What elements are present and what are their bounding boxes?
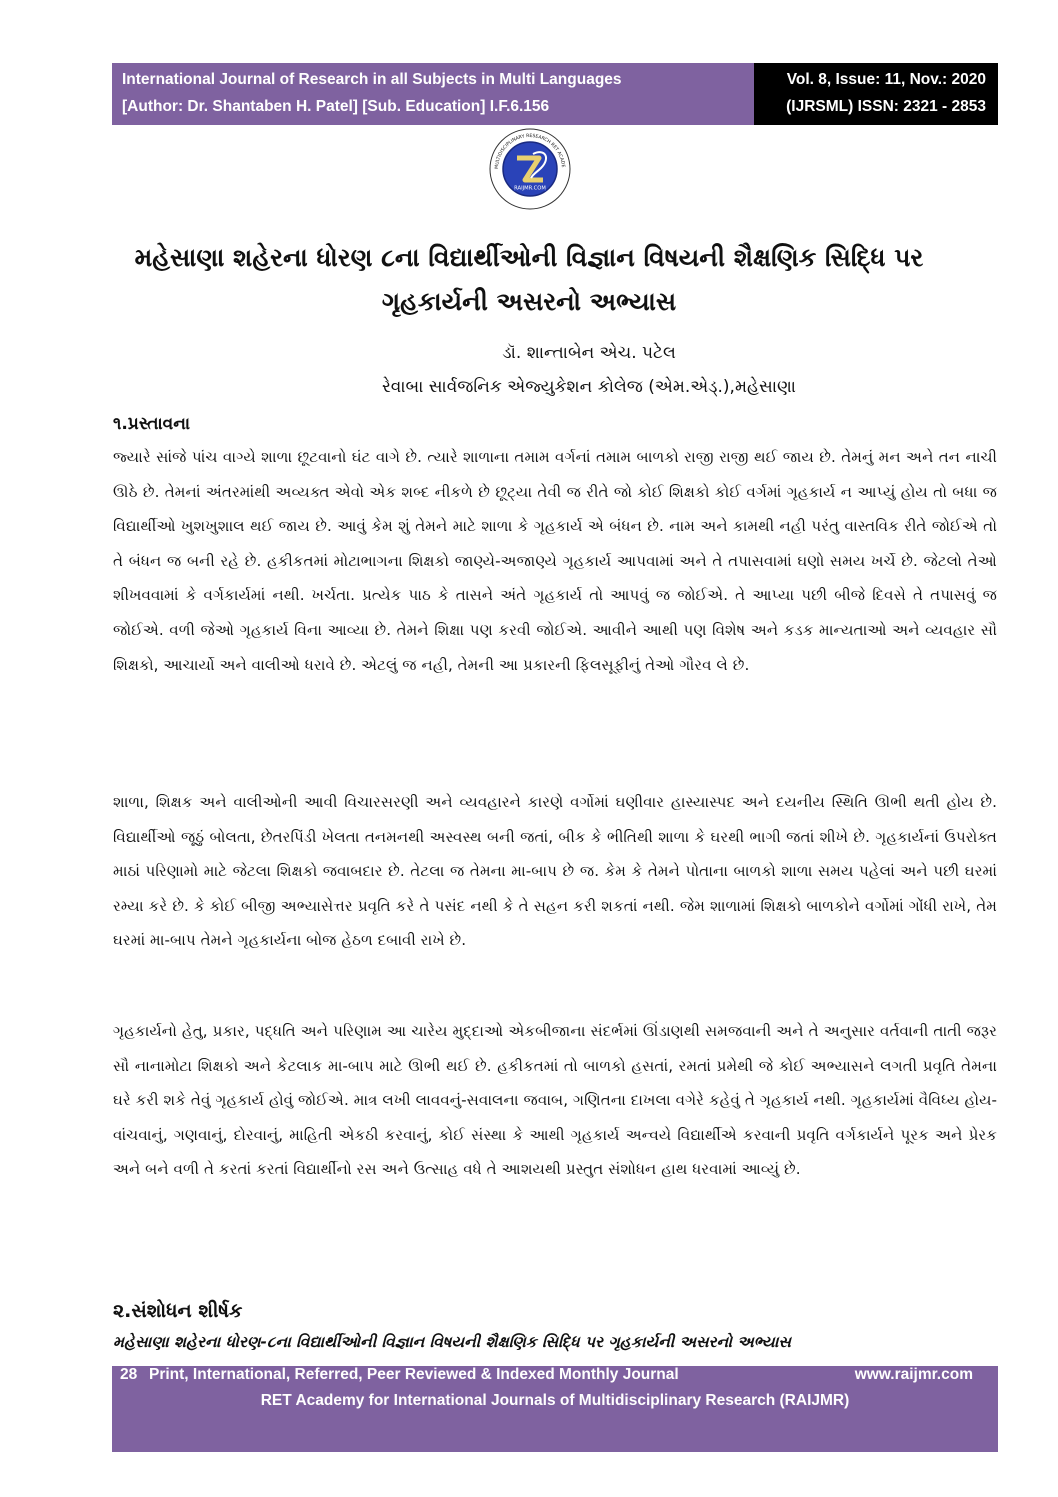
footer-publisher: RET Academy for International Journals of Multidisciplinary Research (RAIJMR) bbox=[260, 1392, 850, 1409]
paragraph-3: ગૃહકાર્યનો હેતુ, પ્રકાર, પદ્ધતિ અને પરિણામ આ ચારેય મુદ્દાઓ એકબીજાના સંદર્ભમાં ઊંડાણથી સમજવાની અને તે અનુસાર વર્તવાની તાતી જરૂર સૌ નાનામોટા શિક્ષકો અને કેટલાક મા-બાપ માટે ઊભી થઈ છે. હકીકતમાં તો બાળકો હસતાં, રમતાં પ્રમેથી જે કોઈ અભ્યાસને લગતી પ્રવૃતિ તેમના ઘરે કરી શકે તેવું ગૃહકાર્ય હોવું જોઈએ. માત્ર લખી લાવવનું-સવાલના જવાબ, ગણિતના દાખલા વગેરે કહેવું તે ગૃહકાર્ય નથી. ગૃહકાર્યમાં વૈવિધ્ય હોય-વાંચવાનું, ગણવાનું, દોરવાનું, માહિતી એકઠી કરવાનું, કોઈ સંસ્થા કે આથી ગૃહકાર્ય અન્વયે વિદ્યાર્થીએ કરવાની પ્રવૃતિ વર્ગકાર્યને પૂરક અને પ્રેરક અને બને વળી તે કરતાં કરતાં વિદ્યાર્થીનો રસ અને ઉત્સાહ વધે તે આશયથી પ્રસ્તુત સંશોધન હાથ ધરવામાં આવ્યું છે. bbox=[113, 1022, 997, 1179]
logo-ring-text: MULTIDISCIPLINARY RESEARCH RET ACADE bbox=[494, 133, 565, 170]
logo-center-text: RAIJMR.COM bbox=[514, 185, 546, 192]
issn-info: (IJRSML) ISSN: 2321 - 2853 bbox=[786, 98, 986, 115]
research-title-text: મહેસાણા શહેરના ધોરણ-૮ના વિદ્યાર્થીઓની વિજ્ઞાન વિષયની શૈક્ષણિક સિદ્ધિ પર ગૃહકાર્યની અસરનો અભ્યાસ bbox=[113, 1333, 791, 1351]
intro-heading: ૧.પ્રસ્તાવના bbox=[113, 414, 191, 434]
journal-footer bbox=[112, 1366, 998, 1452]
author-affiliation: રેવાબા સાર્વજનિક એજ્યુકેશન કોલેજ (એમ.એડ્.),મહેસાણા bbox=[382, 377, 796, 397]
footer-journal-desc: Print, International, Referred, Peer Reviewed & Indexed Monthly Journal bbox=[149, 1366, 679, 1383]
raijmr-logo-icon bbox=[489, 128, 571, 210]
article-title-line-1: મહેસાણા શહેરના ધોરણ ૮ના વિદ્યાર્થીઓની વિજ્ઞાન વિષયની શૈક્ષણિક સિદ્ધિ પર bbox=[134, 243, 924, 272]
header-left-band bbox=[112, 63, 754, 125]
paragraph-2: શાળા, શિક્ષક અને વાલીઓની આવી વિચારસરણી અને વ્યવહારને કારણે વર્ગોમાં ઘણીવાર હાસ્યાસ્પદ અને દયનીય સ્થિતિ ઊભી થતી હોય છે. વિદ્યાર્થીઓ જૂઠું બોલતા, છેતરપિંડી ખેલતા તનમનથી અસ્વસ્થ બની જતાં, બીક કે ભીતિથી શાળા કે ઘરથી ભાગી જતાં શીખે છે. ગૃહકાર્યનાં ઉપરોક્ત માઠાં પરિણામો માટે જેટલા શિક્ષકો જવાબદાર છે. તેટલા જ તેમના મા-બાપ છે જ. કેમ કે તેમને પોતાના બાળકો શાળા સમય પહેલાં અને પછી ઘરમાં રમ્યા કરે છે. કે કોઈ બીજી અભ્યાસેત્તર પ્રવૃતિ કરે તે પસંદ નથી કે તે સહન કરી શકતાં નથી. જેમ શાળામાં શિક્ષકો બાળકોને વર્ગોમાં ગોંધી રાખે, તેમ ઘરમાં મા-બાપ તેમને ગૃહકાર્યના બોજ હેઠળ દબાવી રાખે છે. bbox=[113, 793, 997, 950]
footer-url[interactable]: www.raijmr.com bbox=[854, 1366, 973, 1383]
journal-name: International Journal of Research in all Subjects in Multi Languages bbox=[122, 71, 622, 88]
author-name: ડૉ. શાન્તાબેન એચ. પટેલ bbox=[502, 343, 676, 363]
research-title-heading: ૨.સંશોધન શીર્ષક bbox=[113, 1300, 243, 1322]
article-title-line-2: ગૃહકાર્યની અસરનો અભ્યાસ bbox=[381, 287, 677, 316]
page-number: 28 bbox=[120, 1366, 138, 1383]
volume-info: Vol. 8, Issue: 11, Nov.: 2020 bbox=[786, 71, 986, 88]
header-author-line: [Author: Dr. Shantaben H. Patel] [Sub. Education] I.F.6.156 bbox=[122, 98, 550, 115]
paragraph-1: જ્યારે સાંજે પાંચ વાગ્યે શાળા છૂટવાનો ઘંટ વાગે છે. ત્યારે શાળાના તમામ વર્ગનાં તમામ બાળકો રાજી રાજી થઈ જાય છે. તેમનું મન અને તન નાચી ઊઠે છે. તેમનાં અંતરમાંથી અવ્યક્ત એવો એક શબ્દ નીકળે છે છૂટ્યા તેવી જ રીતે જો કોઈ શિક્ષકો કોઈ વર્ગમાં ગૃહકાર્ય ન આપ્યું હોય તો બધા જ વિદ્યાર્થીઓ ખુશખુશાલ થઈ જાય છે. આવું કેમ શું તેમને માટે શાળા કે ગૃહકાર્ય એ બંધન છે. નામ અને કામથી નહી પરંતુ વાસ્તવિક રીતે જોઈએ તો તે બંધન જ બની રહે છે. હકીકતમાં મોટાભાગના શિક્ષકો જાણ્યે-અજાણ્યે ગૃહકાર્ય આપવામાં અને તે તપાસવામાં ઘણો સમય ખર્ચે છે. જેટલો તેઓ શીખવવામાં કે વર્ગકાર્યમાં નથી. ખર્ચતા. પ્રત્યેક પાઠ કે તાસને અંતે ગૃહકાર્ય તો આપવું જ જોઈએ. તે આપ્યા પછી બીજે દિવસે તે તપાસવું જ જોઈએ. વળી જેઓ ગૃહકાર્ય વિના આવ્યા છે. તેમને શિક્ષા પણ કરવી જોઈએ. આવીને આથી પણ વિશેષ અને કડક માન્યતાઓ અને વ્યવહાર સૌ શિક્ષકો, આચાર્યો અને વાલીઓ ધરાવે છે. એટલું જ નહી, તેમની આ પ્રકારની ફિલસૂફીનું તેઓ ગૌરવ લે છે. bbox=[113, 448, 997, 674]
journal-header bbox=[112, 63, 998, 125]
header-right-band bbox=[754, 63, 998, 125]
